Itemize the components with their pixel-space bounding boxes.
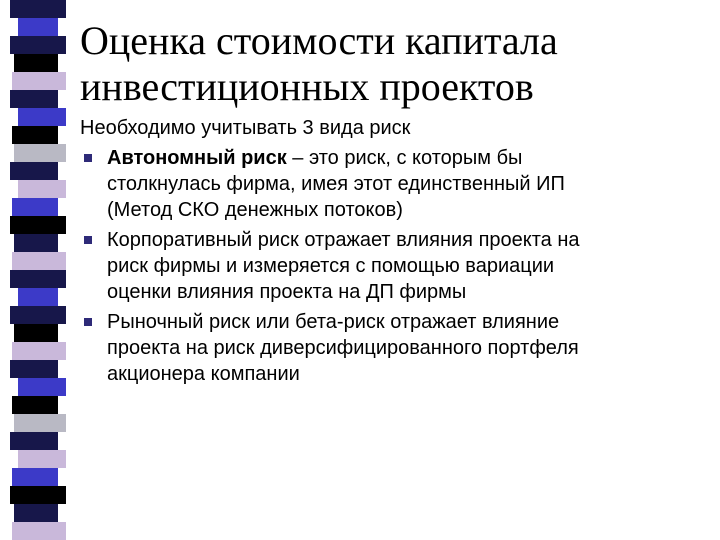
decorative-stripe bbox=[10, 432, 58, 450]
decorative-stripe bbox=[10, 90, 58, 108]
decorative-stripe bbox=[14, 324, 58, 342]
decorative-stripe bbox=[18, 180, 66, 198]
bold-term: Автономный риск bbox=[107, 147, 287, 169]
slide-content bbox=[80, 115, 700, 391]
bullet-list bbox=[80, 145, 700, 387]
bullet-line: Рыночный риск или бета-риск отражает влияние bbox=[107, 311, 560, 333]
decorative-stripe bbox=[12, 396, 58, 414]
slide-title bbox=[80, 18, 700, 110]
decorative-stripe bbox=[12, 198, 58, 216]
decorative-stripe-bar bbox=[0, 0, 70, 540]
decorative-stripe bbox=[14, 54, 58, 72]
decorative-stripe bbox=[14, 144, 66, 162]
decorative-stripe bbox=[10, 36, 66, 54]
slide-title-line-2: инвестиционных проектов bbox=[80, 64, 534, 109]
decorative-stripe bbox=[10, 360, 58, 378]
square-bullet-icon bbox=[84, 154, 92, 162]
square-bullet-icon bbox=[84, 318, 92, 326]
decorative-stripe bbox=[14, 504, 58, 522]
decorative-stripe bbox=[10, 0, 66, 18]
decorative-stripe bbox=[18, 288, 58, 306]
bullet-line: оценки влияния проекта на ДП фирмы bbox=[107, 281, 467, 303]
bullet-item-autonomous-risk bbox=[80, 145, 700, 223]
bullet-item-corporate-risk bbox=[80, 227, 700, 305]
decorative-stripe bbox=[14, 414, 66, 432]
bullet-line: акционера компании bbox=[107, 363, 300, 385]
intro-text: Необходимо учитывать 3 вида риск bbox=[80, 117, 411, 139]
decorative-stripe bbox=[12, 522, 66, 540]
bullet-line: Корпоративный риск отражает влияния проекта на bbox=[107, 229, 580, 251]
bullet-line bbox=[107, 145, 700, 171]
bullet-line: столкнулась фирма, имея этот единственный ИП bbox=[107, 173, 565, 195]
bullet-line: риск фирмы и измеряется с помощью вариации bbox=[107, 255, 555, 277]
decorative-stripe bbox=[18, 18, 58, 36]
decorative-stripe bbox=[10, 162, 58, 180]
decorative-stripe bbox=[18, 108, 66, 126]
decorative-stripe bbox=[12, 468, 58, 486]
decorative-stripe bbox=[12, 342, 66, 360]
decorative-stripe bbox=[12, 126, 58, 144]
decorative-stripe bbox=[14, 234, 58, 252]
decorative-stripe bbox=[12, 72, 66, 90]
bullet-text: – это риск, с которым бы bbox=[286, 147, 523, 169]
decorative-stripe bbox=[18, 378, 66, 396]
bullet-item-market-risk bbox=[80, 309, 700, 387]
bullet-line: (Метод СКО денежных потоков) bbox=[107, 199, 403, 221]
decorative-stripe bbox=[10, 270, 66, 288]
decorative-stripe bbox=[18, 450, 66, 468]
slide-title-line-1: Оценка стоимости капитала bbox=[80, 18, 558, 63]
decorative-stripe bbox=[12, 252, 66, 270]
bullet-line: проекта на риск диверсифицированного портфеля bbox=[107, 337, 579, 359]
decorative-stripe bbox=[10, 486, 66, 504]
decorative-stripe bbox=[10, 306, 66, 324]
decorative-stripe bbox=[10, 216, 66, 234]
square-bullet-icon bbox=[84, 236, 92, 244]
